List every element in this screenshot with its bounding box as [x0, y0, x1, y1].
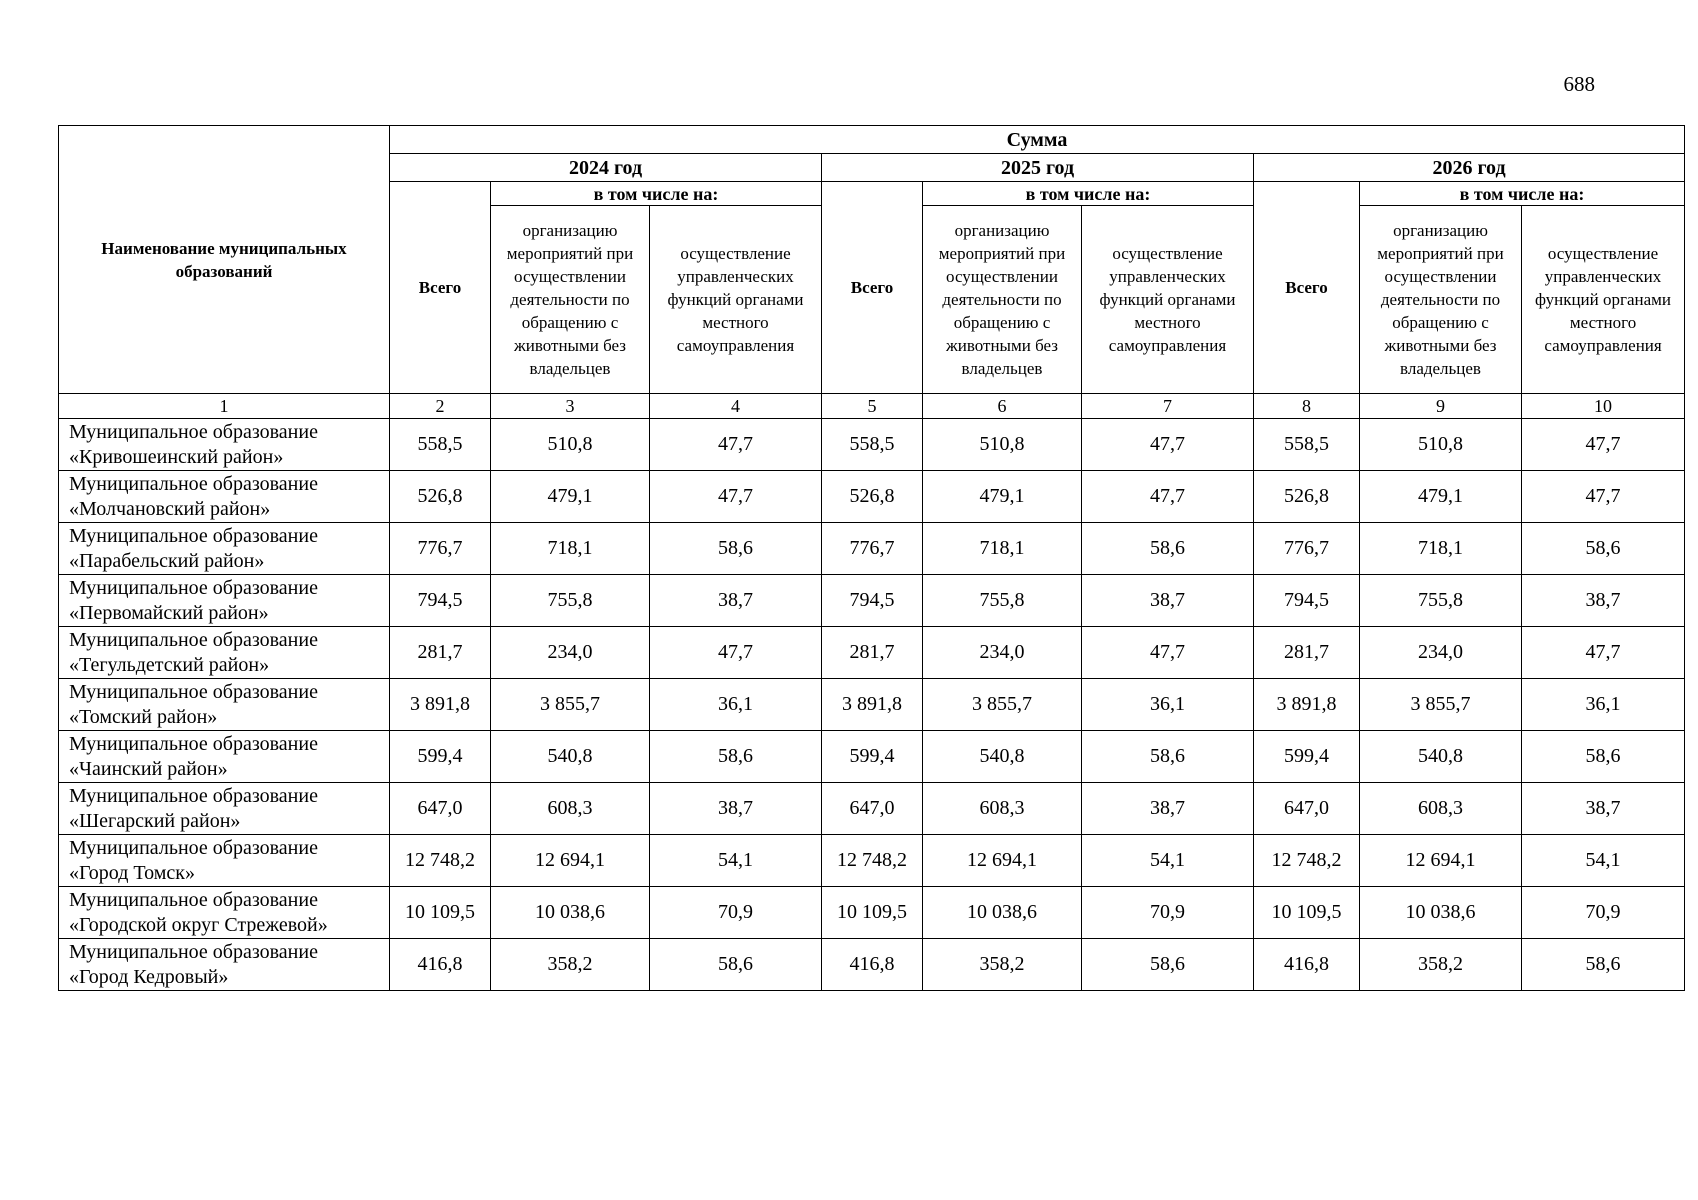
value-cell: 3 855,7 [491, 679, 650, 731]
value-cell: 647,0 [1254, 783, 1360, 835]
table-row [59, 939, 1685, 991]
value-cell: 3 855,7 [1360, 679, 1522, 731]
value-cell: 10 109,5 [822, 887, 923, 939]
value-cell: 38,7 [1082, 575, 1254, 627]
column-number: 8 [1254, 394, 1360, 419]
header-year-2025: 2025 год [822, 154, 1254, 182]
table-row [59, 471, 1685, 523]
value-cell: 54,1 [1082, 835, 1254, 887]
municipality-name: «Кривошеинский район» [69, 445, 284, 468]
header-name-column: Наименование муниципальных образований [59, 126, 390, 394]
value-cell: 281,7 [390, 627, 491, 679]
value-cell: 599,4 [390, 731, 491, 783]
header-year-2026: 2026 год [1254, 154, 1685, 182]
value-cell: 281,7 [822, 627, 923, 679]
value-cell: 234,0 [491, 627, 650, 679]
header-sub-animals-2026: организацию мероприятий при осуществлении деятельности по обращению с животными без владельцев [1360, 206, 1522, 394]
value-cell: 3 855,7 [923, 679, 1082, 731]
value-cell: 718,1 [923, 523, 1082, 575]
value-cell: 718,1 [1360, 523, 1522, 575]
value-cell: 12 694,1 [923, 835, 1082, 887]
municipality-type: Муниципальное образование [69, 680, 318, 703]
table-row [59, 835, 1685, 887]
value-cell: 38,7 [1522, 575, 1685, 627]
header-total-2025: Всего [822, 182, 923, 394]
value-cell: 558,5 [390, 419, 491, 471]
value-cell: 358,2 [923, 939, 1082, 991]
value-cell: 10 038,6 [491, 887, 650, 939]
value-cell: 3 891,8 [822, 679, 923, 731]
value-cell: 526,8 [1254, 471, 1360, 523]
municipality-type: Муниципальное образование [69, 576, 318, 599]
value-cell: 38,7 [650, 575, 822, 627]
value-cell: 776,7 [822, 523, 923, 575]
value-cell: 58,6 [1082, 523, 1254, 575]
value-cell: 794,5 [1254, 575, 1360, 627]
municipality-name: «Томский район» [69, 705, 218, 728]
value-cell: 479,1 [491, 471, 650, 523]
value-cell: 608,3 [923, 783, 1082, 835]
municipality-type: Муниципальное образование [69, 472, 318, 495]
value-cell: 10 109,5 [390, 887, 491, 939]
value-cell: 70,9 [1522, 887, 1685, 939]
column-number: 7 [1082, 394, 1254, 419]
value-cell: 755,8 [491, 575, 650, 627]
municipality-name-cell [59, 679, 390, 731]
value-cell: 10 038,6 [923, 887, 1082, 939]
header-including-2025: в том числе на: [923, 182, 1254, 206]
header-sub-animals-2025: организацию мероприятий при осуществлении деятельности по обращению с животными без владельцев [923, 206, 1082, 394]
value-cell: 10 038,6 [1360, 887, 1522, 939]
value-cell: 755,8 [923, 575, 1082, 627]
value-cell: 58,6 [650, 939, 822, 991]
table-row [59, 783, 1685, 835]
value-cell: 599,4 [822, 731, 923, 783]
value-cell: 58,6 [650, 523, 822, 575]
column-number: 1 [59, 394, 390, 419]
value-cell: 358,2 [1360, 939, 1522, 991]
value-cell: 12 748,2 [390, 835, 491, 887]
municipality-name: «Городской округ Стрежевой» [69, 913, 328, 936]
value-cell: 47,7 [1522, 471, 1685, 523]
municipality-name: «Первомайский район» [69, 601, 269, 624]
column-number: 2 [390, 394, 491, 419]
value-cell: 526,8 [390, 471, 491, 523]
value-cell: 58,6 [1522, 731, 1685, 783]
value-cell: 12 748,2 [1254, 835, 1360, 887]
value-cell: 526,8 [822, 471, 923, 523]
value-cell: 647,0 [822, 783, 923, 835]
header-sum: Сумма [390, 126, 1685, 154]
value-cell: 54,1 [650, 835, 822, 887]
value-cell: 58,6 [1082, 939, 1254, 991]
value-cell: 36,1 [1522, 679, 1685, 731]
value-cell: 510,8 [923, 419, 1082, 471]
header-including-2024: в том числе на: [491, 182, 822, 206]
value-cell: 36,1 [650, 679, 822, 731]
value-cell: 47,7 [1082, 419, 1254, 471]
value-cell: 58,6 [1082, 731, 1254, 783]
header-sub-management-2026: осуществление управленческих функций органами местного самоуправления [1522, 206, 1685, 394]
municipality-name-cell [59, 783, 390, 835]
value-cell: 3 891,8 [1254, 679, 1360, 731]
municipality-name-cell [59, 419, 390, 471]
value-cell: 234,0 [923, 627, 1082, 679]
value-cell: 36,1 [1082, 679, 1254, 731]
value-cell: 10 109,5 [1254, 887, 1360, 939]
value-cell: 281,7 [1254, 627, 1360, 679]
municipality-name-cell [59, 471, 390, 523]
municipality-type: Муниципальное образование [69, 784, 318, 807]
value-cell: 558,5 [822, 419, 923, 471]
value-cell: 479,1 [1360, 471, 1522, 523]
value-cell: 47,7 [650, 471, 822, 523]
table-row [59, 679, 1685, 731]
value-cell: 12 694,1 [491, 835, 650, 887]
header-total-2024: Всего [390, 182, 491, 394]
municipality-name-cell [59, 731, 390, 783]
table-row [59, 523, 1685, 575]
value-cell: 510,8 [491, 419, 650, 471]
municipality-name-cell [59, 887, 390, 939]
value-cell: 558,5 [1254, 419, 1360, 471]
municipality-type: Муниципальное образование [69, 888, 318, 911]
header-total-2026: Всего [1254, 182, 1360, 394]
municipality-name: «Город Кедровый» [69, 965, 229, 988]
column-number: 5 [822, 394, 923, 419]
value-cell: 540,8 [1360, 731, 1522, 783]
municipality-type: Муниципальное образование [69, 940, 318, 963]
municipality-type: Муниципальное образование [69, 836, 318, 859]
value-cell: 540,8 [491, 731, 650, 783]
header-sub-management-2025: осуществление управленческих функций органами местного самоуправления [1082, 206, 1254, 394]
value-cell: 3 891,8 [390, 679, 491, 731]
value-cell: 58,6 [650, 731, 822, 783]
value-cell: 12 748,2 [822, 835, 923, 887]
value-cell: 608,3 [491, 783, 650, 835]
value-cell: 776,7 [1254, 523, 1360, 575]
header-including-2026: в том числе на: [1360, 182, 1685, 206]
table-row [59, 887, 1685, 939]
column-number-row [59, 394, 1685, 419]
value-cell: 540,8 [923, 731, 1082, 783]
value-cell: 54,1 [1522, 835, 1685, 887]
table-body [59, 419, 1685, 991]
column-number: 3 [491, 394, 650, 419]
municipality-name-cell [59, 575, 390, 627]
value-cell: 416,8 [390, 939, 491, 991]
value-cell: 70,9 [650, 887, 822, 939]
column-number: 4 [650, 394, 822, 419]
table-row [59, 419, 1685, 471]
value-cell: 510,8 [1360, 419, 1522, 471]
value-cell: 38,7 [1522, 783, 1685, 835]
value-cell: 794,5 [390, 575, 491, 627]
header-sub-management-2024: осуществление управленческих функций органами местного самоуправления [650, 206, 822, 394]
municipality-type: Муниципальное образование [69, 524, 318, 547]
value-cell: 38,7 [1082, 783, 1254, 835]
value-cell: 608,3 [1360, 783, 1522, 835]
column-number: 10 [1522, 394, 1685, 419]
value-cell: 416,8 [822, 939, 923, 991]
value-cell: 12 694,1 [1360, 835, 1522, 887]
municipality-name: «Тегульдетский район» [69, 653, 270, 676]
table-row [59, 731, 1685, 783]
value-cell: 358,2 [491, 939, 650, 991]
municipality-name-cell [59, 523, 390, 575]
value-cell: 47,7 [1522, 627, 1685, 679]
column-number: 6 [923, 394, 1082, 419]
header-sub-animals-2024: организацию мероприятий при осуществлении деятельности по обращению с животными без владельцев [491, 206, 650, 394]
municipality-name-cell [59, 627, 390, 679]
value-cell: 58,6 [1522, 523, 1685, 575]
value-cell: 416,8 [1254, 939, 1360, 991]
value-cell: 47,7 [1082, 627, 1254, 679]
table-row [59, 575, 1685, 627]
municipality-name: «Парабельский район» [69, 549, 265, 572]
column-number: 9 [1360, 394, 1522, 419]
municipality-type: Муниципальное образование [69, 628, 318, 651]
value-cell: 47,7 [1522, 419, 1685, 471]
value-cell: 718,1 [491, 523, 650, 575]
value-cell: 599,4 [1254, 731, 1360, 783]
municipality-type: Муниципальное образование [69, 420, 318, 443]
value-cell: 70,9 [1082, 887, 1254, 939]
page-number: 688 [1563, 72, 1595, 96]
value-cell: 776,7 [390, 523, 491, 575]
value-cell: 47,7 [650, 627, 822, 679]
municipality-name-cell [59, 835, 390, 887]
value-cell: 794,5 [822, 575, 923, 627]
municipality-name: «Шегарский район» [69, 809, 241, 832]
value-cell: 234,0 [1360, 627, 1522, 679]
municipality-name-cell [59, 939, 390, 991]
municipality-name: «Молчановский район» [69, 497, 271, 520]
value-cell: 479,1 [923, 471, 1082, 523]
value-cell: 755,8 [1360, 575, 1522, 627]
value-cell: 58,6 [1522, 939, 1685, 991]
municipality-name: «Город Томск» [69, 861, 195, 884]
municipality-type: Муниципальное образование [69, 732, 318, 755]
value-cell: 647,0 [390, 783, 491, 835]
header-year-2024: 2024 год [390, 154, 822, 182]
value-cell: 47,7 [650, 419, 822, 471]
value-cell: 47,7 [1082, 471, 1254, 523]
value-cell: 38,7 [650, 783, 822, 835]
table-row [59, 627, 1685, 679]
subsidy-table [58, 125, 1685, 991]
municipality-name: «Чаинский район» [69, 757, 228, 780]
